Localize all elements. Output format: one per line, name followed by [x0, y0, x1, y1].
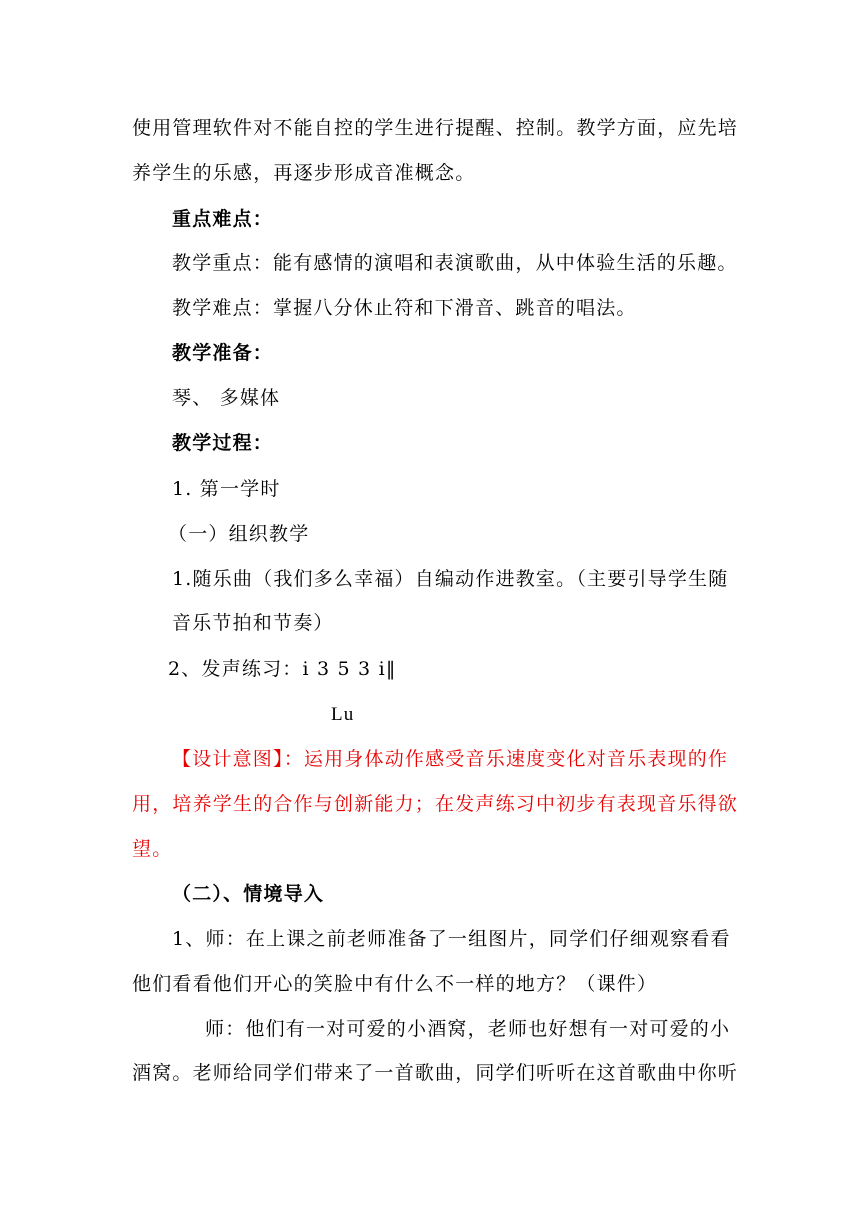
section-heading-key-points: 重点难点： — [172, 208, 274, 230]
paragraph-line: 养学生的乐感，再逐步形成音准概念。 — [132, 162, 476, 184]
paragraph-line: 1. 第一学时 — [172, 478, 281, 500]
paragraph-line: 1、师：在上课之前老师准备了一组图片，同学们仔细观察看看 — [172, 928, 731, 950]
paragraph-line: 使用管理软件对不能自控的学生进行提醒、控制。教学方面，应先培 — [132, 117, 739, 139]
paragraph-line: 他们看看他们开心的笑脸中有什么不一样的地方？（课件） — [132, 973, 658, 995]
paragraph-line: 教学难点：掌握八分休止符和下滑音、跳音的唱法。 — [172, 297, 637, 319]
section-heading-process: 教学过程： — [172, 432, 274, 454]
paragraph-line: 师：他们有一对可爱的小酒窝，老师也好想有一对可爱的小 — [205, 1018, 731, 1040]
paragraph-line: 教学重点：能有感情的演唱和表演歌曲，从中体验生活的乐趣。 — [172, 252, 738, 274]
section-heading-situation-intro: （二）、情境导入 — [172, 883, 325, 905]
design-intent-line: 用，培养学生的合作与创新能力；在发声练习中初步有表现音乐得欲 — [132, 793, 739, 815]
paragraph-line: 酒窝。老师给同学们带来了一首歌曲，同学们听听在这首歌曲中你听 — [132, 1062, 739, 1084]
paragraph-line: 1.随乐曲（我们多么幸福）自编动作进教室。（主要引导学生随 — [172, 568, 729, 590]
vocal-exercise-line: 2、发声练习：i 3 5 3 i‖ — [168, 658, 397, 680]
paragraph-line: （一）组织教学 — [168, 523, 310, 545]
paragraph-line: 琴、 多媒体 — [172, 387, 281, 409]
lyric-syllable: Lu — [331, 704, 355, 725]
design-intent-line: 望。 — [132, 838, 173, 860]
design-intent-line: 【设计意图】：运用身体动作感受音乐速度变化对音乐表现的作 — [172, 748, 729, 770]
section-heading-preparation: 教学准备： — [172, 342, 274, 364]
paragraph-line: 音乐节拍和节奏） — [172, 612, 334, 634]
